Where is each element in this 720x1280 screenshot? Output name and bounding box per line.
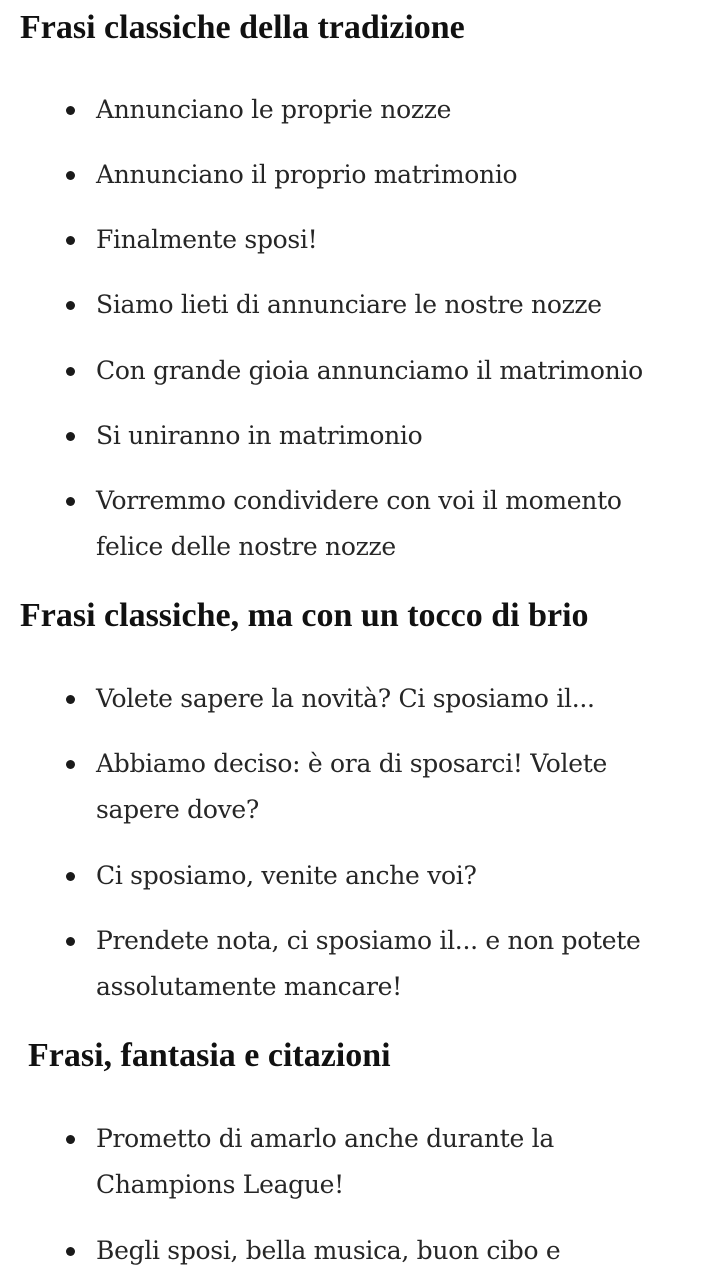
bullet-icon [66,695,75,704]
bullet-icon [66,760,75,769]
list-item: Finalmente sposi! [96,217,696,263]
list-item: Volete sapere la novità? Ci sposiamo il... [96,676,696,722]
bullet-icon [66,367,75,376]
list-item: Annunciano il proprio matrimonio [96,152,696,198]
bullet-icon [66,497,75,506]
list-item: Prendete nota, ci sposiamo il... e non potete assolutamente mancare! [96,918,676,1010]
list-item: Vorremmo condividere con voi il momento felice delle nostre nozze [96,478,666,570]
bullet-icon [66,872,75,881]
section-heading-citazioni: Frasi, fantasia e citazioni [28,1037,391,1074]
bullet-icon [66,432,75,441]
bullet-icon [66,171,75,180]
list-item: Con grande gioia annunciamo il matrimonio [96,348,696,394]
bullet-icon [66,1135,75,1144]
list-item: Annunciano le proprie nozze [96,87,696,133]
bullet-icon [66,236,75,245]
list-item: Si uniranno in matrimonio [96,413,696,459]
bullet-icon [66,106,75,115]
list-item: Siamo lieti di annunciare le nostre nozze [96,282,696,328]
section-heading-brio: Frasi classiche, ma con un tocco di brio [20,597,589,634]
bullet-icon [66,301,75,310]
list-item: Begli sposi, bella musica, buon cibo e [96,1228,696,1274]
bullet-icon [66,937,75,946]
section-heading-tradizione: Frasi classiche della tradizione [20,9,465,46]
list-item: Prometto di amarlo anche durante la Champions League! [96,1116,596,1208]
bullet-icon [66,1247,75,1256]
list-item: Ci sposiamo, venite anche voi? [96,853,696,899]
list-item: Abbiamo deciso: è ora di sposarci! Volete sapere dove? [96,741,636,833]
